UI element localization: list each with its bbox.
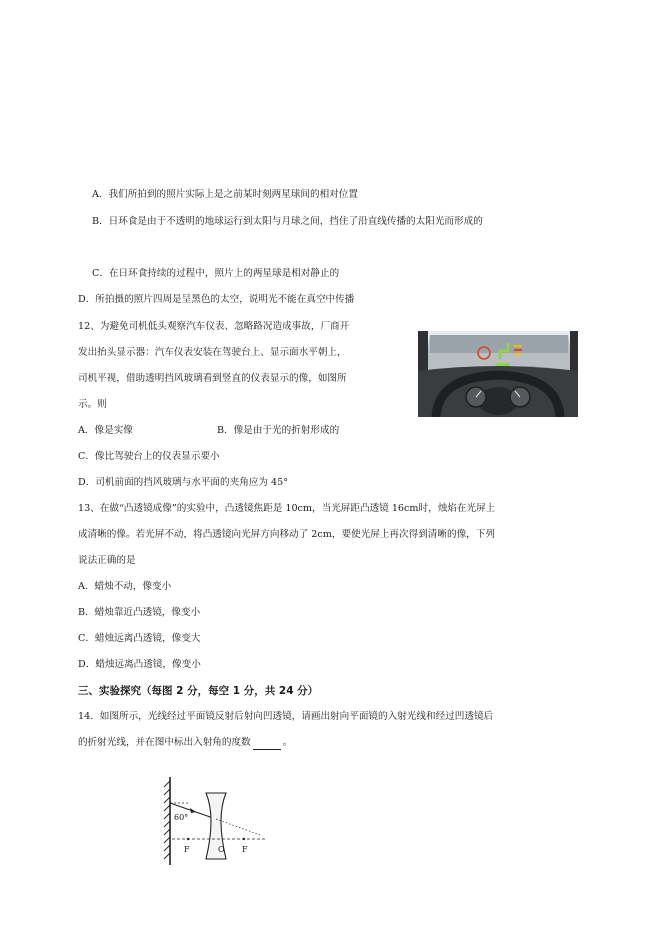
q11-option-d: D．所拍摄的照片四周是呈黑色的太空，说明光不能在真空中传播 [78,294,355,305]
q11-option-c: C．在日环食持续的过程中，照片上的两星球是相对静止的 [92,268,340,279]
q11-option-b: B．日环食是由于不透明的地球运行到太阳与月球之间，挡住了沿直线传播的太阳光而形成的 [92,216,483,227]
q13-stem-line-1: 13、在做“凸透镜成像”的实验中，凸透镜焦距是 10cm，当光屏距凸透镜 16cm时，烛焰在光屏上 [78,503,496,514]
q13-option-b: B．蜡烛靠近凸透镜，像变小 [78,607,201,618]
hud-dashboard-figure [418,331,578,417]
q14-stem-end: 。 [282,737,293,748]
focus-left-label: F [184,845,190,854]
mirror-lens-diagram [158,773,268,873]
q13-option-d: D．蜡烛远离凸透镜，像变小 [78,659,201,670]
answer-blank[interactable] [253,739,281,750]
center-label: O [218,845,225,854]
q12-option-c: C．像比驾驶台上的仪表显示要小 [78,451,220,462]
q14-stem-text: 的折射光线，并在图中标出入射角的度数 [78,737,251,748]
q12-stem-line-1: 12、为避免司机低头观察汽车仪表、忽略路况造成事故，厂商开 [78,321,350,332]
section-heading: 三、实验探究（每图 2 分，每空 1 分，共 24 分） [78,685,319,697]
q12-stem-line-4: 示。则 [78,399,107,410]
q12-stem-line-3: 司机平视，借助透明挡风玻璃看到竖直的仪表显示的像，如图所 [78,373,347,384]
q12-stem-line-2: 发出抬头显示器：汽车仪表安装在驾驶台上、显示面水平朝上， [78,347,347,358]
q13-option-c: C．蜡烛远离凸透镜，像变大 [78,633,201,644]
q14-stem-line-1: 14．如图所示，光线经过平面镜反射后射向凹透镜，请画出射向平面镜的入射光线和经过凹透镜后 [78,711,494,722]
q12-option-a: A．像是实像 [78,425,133,436]
q11-option-a: A．我们所拍到的照片实际上是之前某时刻两星球间的相对位置 [92,189,358,200]
angle-label: 60° [174,813,189,822]
q14-stem-line-2 [78,736,292,750]
focus-right-label: F [242,845,248,854]
q12-option-d: D．司机前面的挡风玻璃与水平面的夹角应为 45° [78,477,289,488]
q13-stem-line-3: 说法正确的是 [78,555,136,566]
q13-option-a: A．蜡烛不动，像变小 [78,581,172,592]
q12-option-b: B．像是由于光的折射形成的 [217,425,340,436]
q13-stem-line-2: 成清晰的像。若光屏不动，将凸透镜向光屏方向移动了 2cm，要使光屏上再次得到清晰的像，下列 [78,529,495,540]
